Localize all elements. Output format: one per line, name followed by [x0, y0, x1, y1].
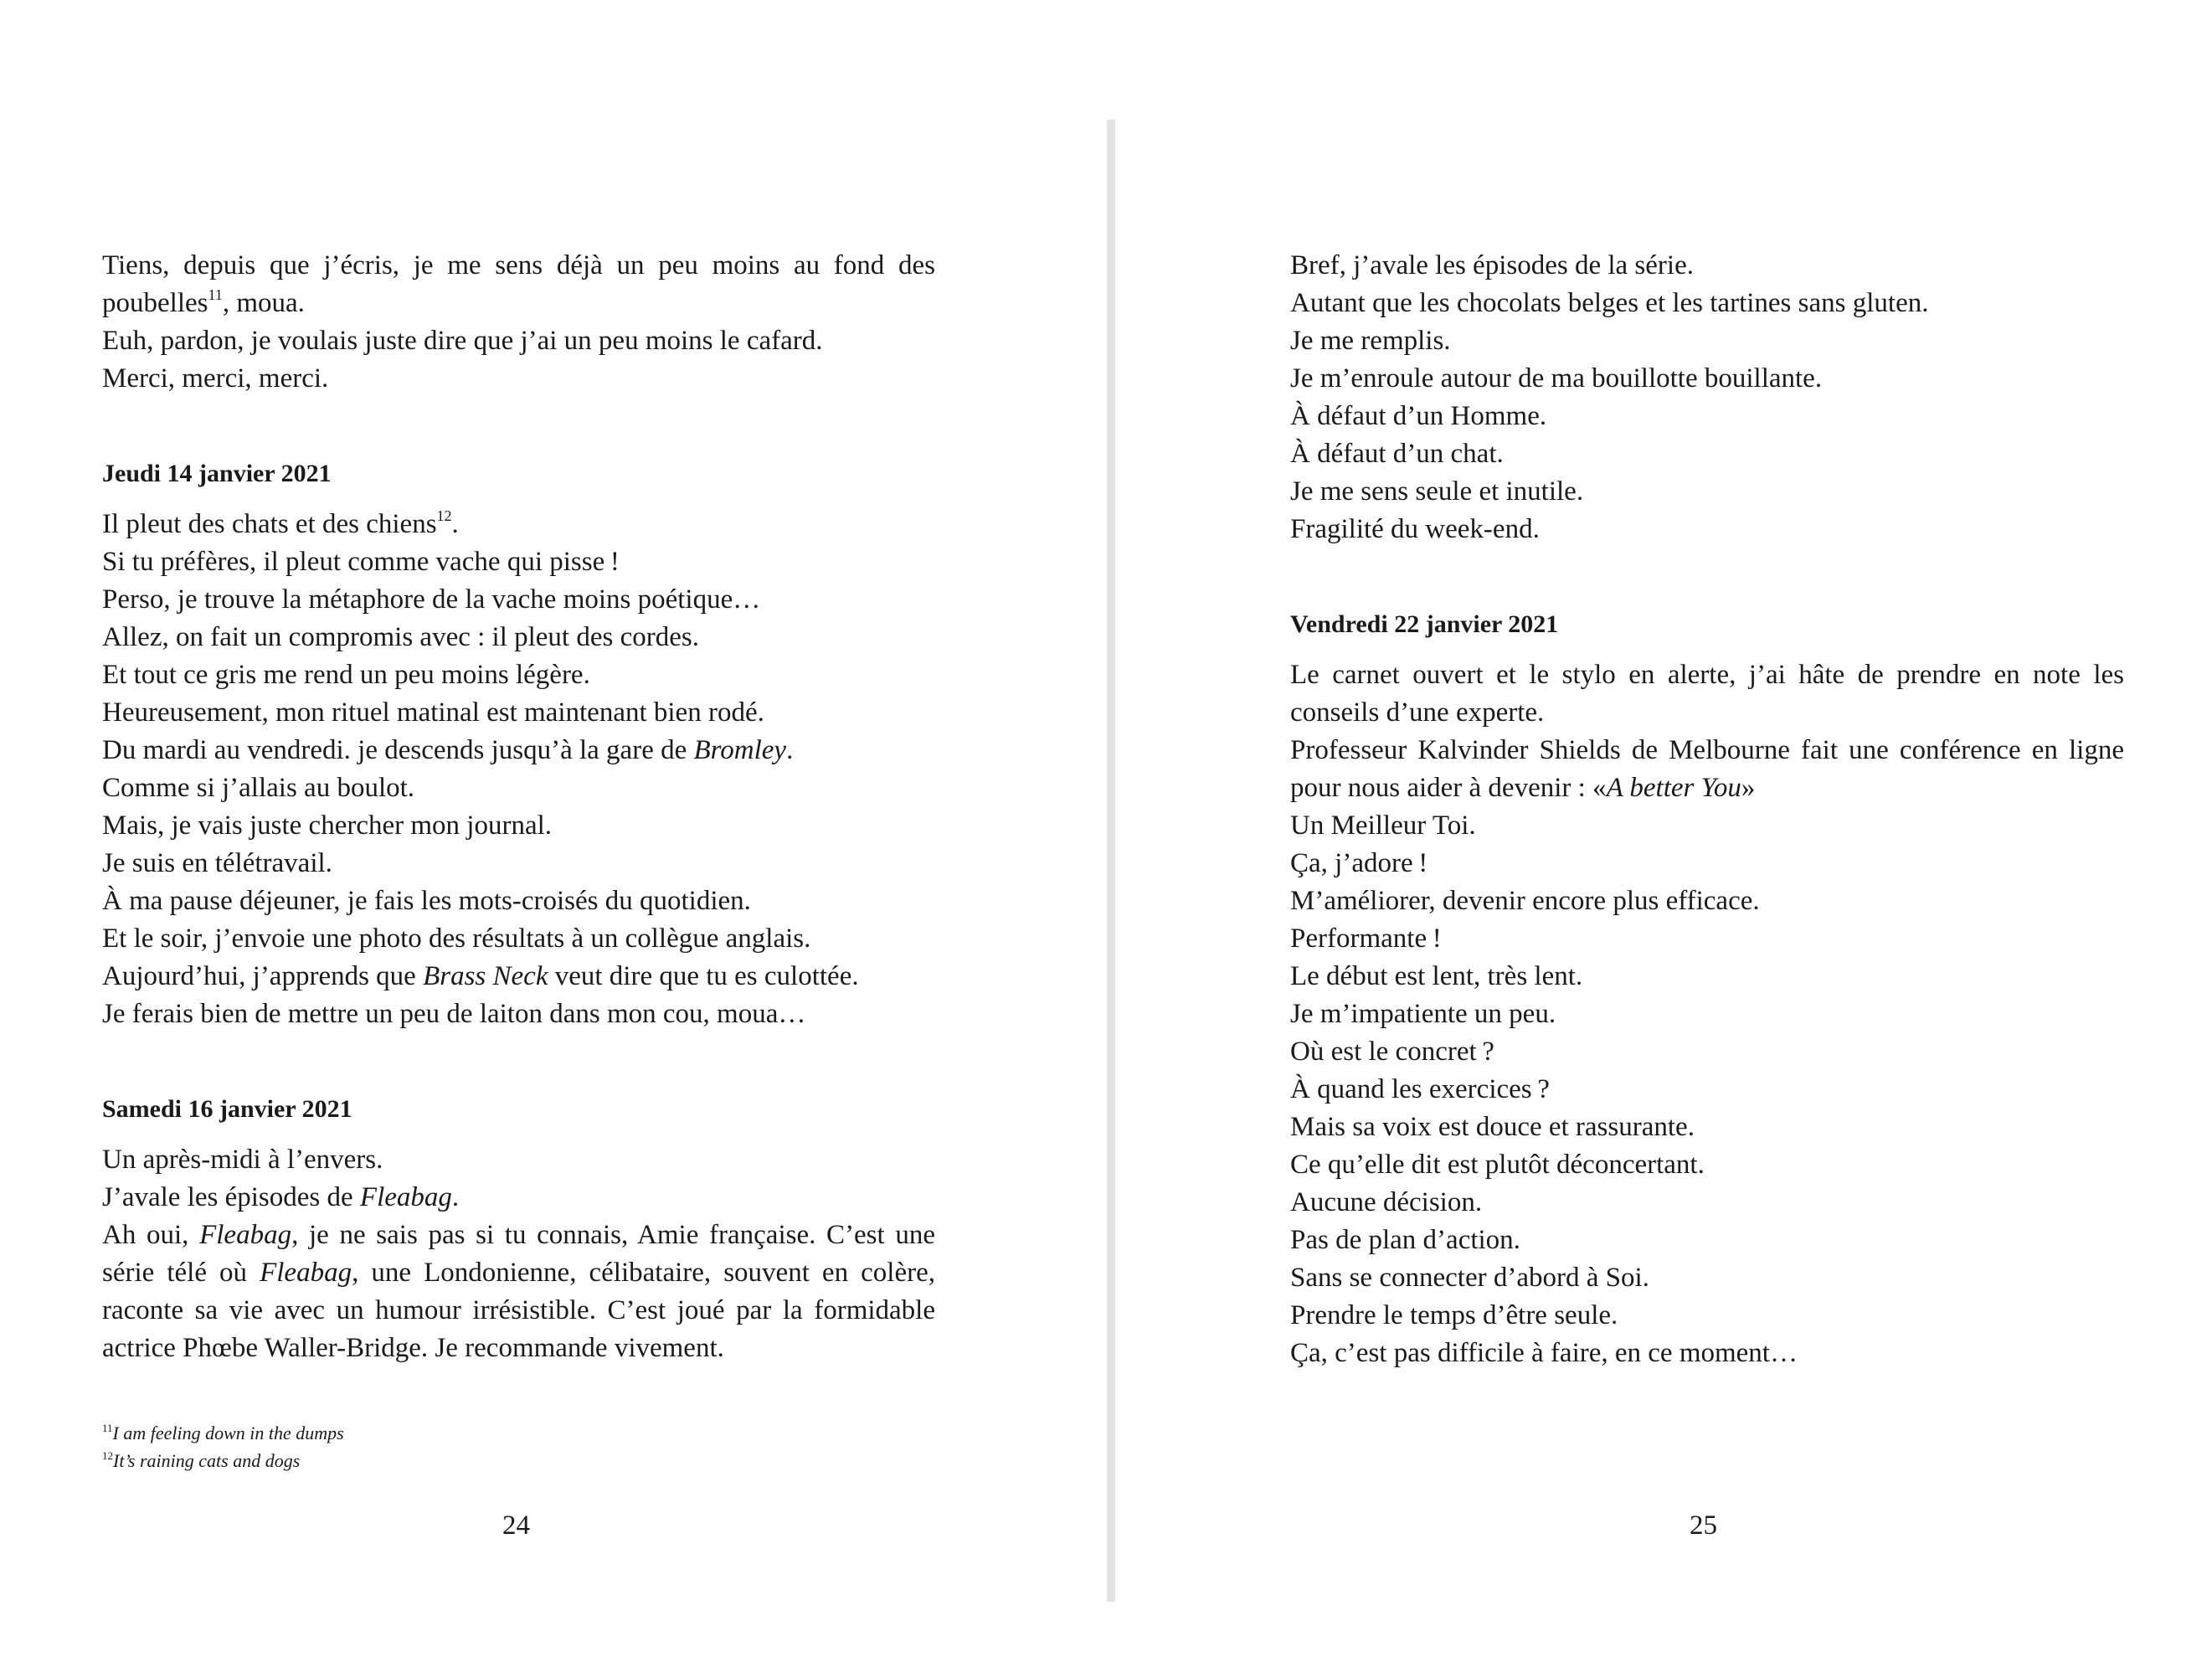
- entry-date-samedi: Samedi 16 janvier 2021: [102, 1095, 352, 1123]
- book-spine-gutter: [1107, 120, 1115, 1602]
- entry2-line-tail: , une Londonienne, célibataire, souvent en colère,: [352, 1258, 935, 1288]
- entry-line: [1290, 769, 2124, 807]
- entry1-line-text: Aujourd’hui, j’apprends que: [102, 961, 424, 991]
- entry2-line: [102, 1179, 935, 1217]
- right-page-text: [1290, 247, 2124, 1372]
- entry1-line: À ma pause déjeuner, je fais les mots-croisés du quotidien.: [102, 886, 751, 916]
- entry1-line: Je suis en télétravail.: [102, 848, 332, 878]
- entry-line: conseils d’une experte.: [1290, 697, 1545, 728]
- footnote-ref-11: 11: [208, 286, 223, 303]
- intro-line: À défaut d’un Homme.: [1290, 401, 1547, 431]
- entry-line: Ça, c’est pas difficile à faire, en ce moment…: [1290, 1338, 1798, 1368]
- entry-line: Aucune décision.: [1290, 1187, 1483, 1217]
- italic-title: Fleabag: [359, 1182, 452, 1212]
- entry-line: Sans se connecter d’abord à Soi.: [1290, 1263, 1649, 1293]
- entry-line: Ça, j’adore !: [1290, 848, 1428, 878]
- entry1-line: [102, 732, 935, 769]
- entry-line: Performante !: [1290, 924, 1442, 954]
- footnote-12: [102, 1447, 344, 1474]
- footnote-number: 11: [102, 1422, 113, 1434]
- entry1-line: Je ferais bien de mettre un peu de laiton dans mon cou, moua…: [102, 999, 806, 1029]
- intro-line: Autant que les chocolats belges et les tartines sans gluten.: [1290, 288, 1929, 318]
- footnote-number: 12: [102, 1449, 113, 1462]
- entry1-line-tail: .: [786, 735, 794, 765]
- intro-line-2-text: poubelles: [102, 288, 208, 318]
- entry-line: Professeur Kalvinder Shields de Melbourne fait une conférence en ligne: [1290, 735, 2124, 765]
- entry2-line: Un après-midi à l’envers.: [102, 1145, 383, 1175]
- intro-line: Fragilité du week-end.: [1290, 514, 1540, 544]
- italic-title: A better You: [1606, 773, 1741, 803]
- intro-line: À défaut d’un chat.: [1290, 439, 1504, 469]
- entry1-line-tail: .: [451, 509, 459, 539]
- section-gap: [1290, 548, 2124, 605]
- italic-place-name: Bromley: [693, 735, 787, 765]
- entry1-line: Et le soir, j’envoie une photo des résultats à un collègue anglais.: [102, 924, 811, 954]
- italic-title: Fleabag: [199, 1220, 292, 1250]
- entry-line: Je m’impatiente un peu.: [1290, 999, 1556, 1029]
- intro-line: Je me sens seule et inutile.: [1290, 476, 1584, 507]
- entry1-line-tail: veut dire que tu es culottée.: [548, 961, 859, 991]
- italic-title: Fleabag: [260, 1258, 352, 1288]
- entry1-line: Si tu préfères, il pleut comme vache qui pisse !: [102, 547, 620, 577]
- entry-line: Pas de plan d’action.: [1290, 1225, 1520, 1255]
- intro-line: Je me remplis.: [1290, 326, 1451, 356]
- entry1-line: Mais, je vais juste chercher mon journal.: [102, 810, 553, 841]
- entry1-line: Allez, on fait un compromis avec : il pleut des cordes.: [102, 622, 699, 652]
- entry2-line: [102, 1254, 935, 1292]
- entry2-line-text: Ah oui,: [102, 1220, 200, 1250]
- entry-date-jeudi: Jeudi 14 janvier 2021: [102, 460, 332, 487]
- page-number-right: 25: [1690, 1510, 1717, 1541]
- entry2-line-text: série télé où: [102, 1258, 260, 1288]
- footnotes: [102, 1419, 344, 1474]
- entry-line: Où est le concret ?: [1290, 1037, 1494, 1067]
- entry-line: À quand les exercices ?: [1290, 1074, 1550, 1104]
- entry2-line-tail: , je ne sais pas si tu connais, Amie française. C’est une: [291, 1220, 936, 1250]
- footnote-11: [102, 1419, 344, 1447]
- footnote-ref-12: 12: [436, 507, 452, 524]
- entry-date-vendredi: Vendredi 22 janvier 2021: [1290, 610, 1559, 638]
- entry-line: M’améliorer, devenir encore plus efficace.: [1290, 886, 1760, 916]
- intro-line-3: Euh, pardon, je voulais juste dire que j’ai un peu moins le cafard.: [102, 326, 823, 356]
- right-page: [1290, 0, 2124, 1662]
- entry2-line: [102, 1217, 935, 1254]
- italic-expression: Brass Neck: [423, 961, 548, 991]
- intro-line-1: Tiens, depuis que j’écris, je me sens déjà un peu moins au fond des: [102, 250, 935, 280]
- entry2-line: actrice Phœbe Waller-Bridge. Je recommande vivement.: [102, 1333, 724, 1363]
- entry-line: Mais sa voix est douce et rassurante.: [1290, 1112, 1695, 1142]
- intro-line-4: Merci, merci, merci.: [102, 363, 329, 394]
- entry2-line-text: J’avale les épisodes de: [102, 1182, 360, 1212]
- entry1-line: [102, 958, 935, 996]
- entry-line: Un Meilleur Toi.: [1290, 810, 1476, 841]
- section-gap: [102, 398, 935, 455]
- entry-line: Prendre le temps d’être seule.: [1290, 1300, 1618, 1330]
- entry-line: Le carnet ouvert et le stylo en alerte, j’ai hâte de prendre en note les: [1290, 660, 2124, 690]
- section-gap: [102, 1033, 935, 1090]
- entry2-line: raconte sa vie avec un humour irrésistible. C’est joué par la formidable: [102, 1295, 935, 1325]
- entry-line: Ce qu’elle dit est plutôt déconcertant.: [1290, 1150, 1705, 1180]
- page-number-left: 24: [502, 1510, 530, 1541]
- intro-line-2-tail: , moua.: [222, 288, 305, 318]
- entry-line-tail: »: [1741, 773, 1756, 803]
- left-page-text: [102, 247, 935, 1367]
- entry-line-text: pour nous aider à devenir : «: [1290, 773, 1607, 803]
- footnote-text: It’s raining cats and dogs: [113, 1450, 301, 1471]
- entry2-line-tail: .: [451, 1182, 460, 1212]
- intro-line: Bref, j’avale les épisodes de la série.: [1290, 250, 1694, 280]
- entry1-line: Heureusement, mon rituel matinal est maintenant bien rodé.: [102, 697, 764, 728]
- entry1-line: Comme si j’allais au boulot.: [102, 773, 415, 803]
- entry-line: Le début est lent, très lent.: [1290, 961, 1583, 991]
- footnote-text: I am feeling down in the dumps: [112, 1423, 344, 1443]
- intro-line-2: [102, 285, 935, 322]
- entry1-line: Perso, je trouve la métaphore de la vache moins poétique…: [102, 584, 761, 615]
- entry1-line-text: Du mardi au vendredi. je descends jusqu’à la gare de: [102, 735, 694, 765]
- entry1-line: Et tout ce gris me rend un peu moins légère.: [102, 660, 590, 690]
- entry1-line: [102, 506, 935, 543]
- left-page: [102, 0, 935, 1662]
- intro-line: Je m’enroule autour de ma bouillotte bouillante.: [1290, 363, 1823, 394]
- entry1-line-text: Il pleut des chats et des chiens: [102, 509, 437, 539]
